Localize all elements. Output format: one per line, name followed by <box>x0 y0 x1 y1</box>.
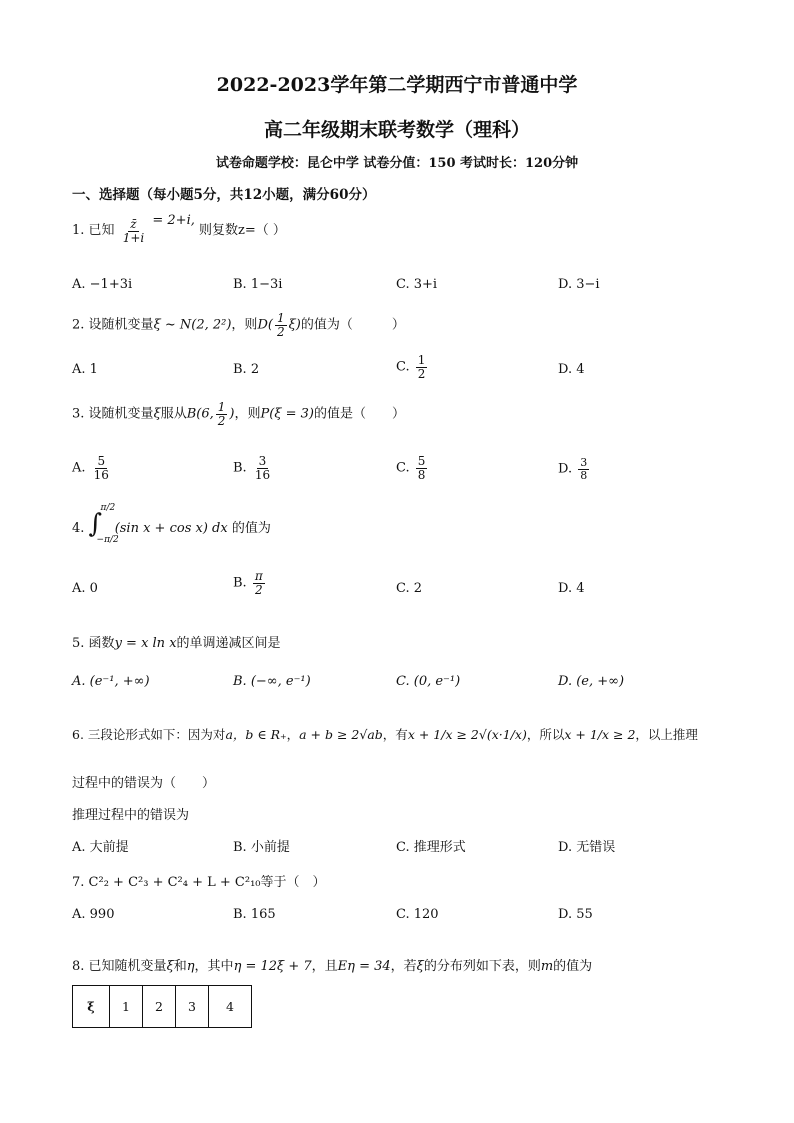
question-text: 已知 <box>88 223 115 238</box>
integral-lower-limit: −π/2 <box>96 535 119 545</box>
question-number: 5. <box>72 636 85 651</box>
q3-option-b: B. $\frac{3}{16}$ <box>233 454 271 482</box>
exam-info: 试卷命题学校：昆仑中学 试卷分值：150 考试时长：120分钟 <box>215 156 579 171</box>
q7-option-b: B. 165 <box>233 907 276 922</box>
q5-option-c: C. (0, e⁻¹) <box>396 674 461 689</box>
table-cell: ξ <box>73 986 110 1028</box>
q1-option-a: A. −1+3i <box>72 277 133 292</box>
q2-option-c: C. $\frac{1}{2}$ <box>396 353 426 381</box>
q5-option-d: D. (e, +∞) <box>558 674 625 689</box>
q6-option-b: B. 小前提 <box>233 840 290 855</box>
formula-distribution: ξ ~ N(2, 2²) <box>153 317 232 333</box>
q2-option-a: A. 1 <box>72 362 98 377</box>
q4-option-c: C. 2 <box>396 581 423 596</box>
question-text: 则复数z=（ ） <box>199 223 286 238</box>
integrand: (sin x + cos x) dx <box>114 521 228 536</box>
formula-function: y = x ln x <box>114 636 177 651</box>
q1-option-b: B. 1−3i <box>233 277 283 292</box>
question-number: 3. <box>72 406 85 422</box>
integral-upper-limit: π/2 <box>100 503 116 513</box>
question-6-line3: 推理过程中的错误为 <box>72 808 190 823</box>
q3-option-d: D. $\frac{3}{8}$ <box>558 456 588 482</box>
table-row <box>73 986 252 1028</box>
question-number: 1. <box>72 223 85 238</box>
section-heading: 一、选择题（每小题5分，共12小题，满分60分） <box>72 187 376 203</box>
q4-option-d: D. 4 <box>558 581 585 596</box>
table-cell: 2 <box>143 986 176 1028</box>
q6-option-c: C. 推理形式 <box>396 840 466 855</box>
question-number: 8. <box>72 959 85 974</box>
question-2: 2. 设随机变量ξ ~ N(2, 2²)，则D( $\frac{1}{2}$ ξ)的值为（ ） <box>72 311 405 339</box>
integral-sign: ∫ π/2 −π/2 <box>88 503 119 545</box>
question-7: 7. C²₂ + C²₃ + C²₄ + L + C²₁₀等于（ ） <box>72 875 326 890</box>
option-fraction: $\frac{1}{2}$ <box>417 353 426 381</box>
q4-option-a: A. 0 <box>72 581 98 596</box>
question-1 <box>72 213 286 245</box>
q7-option-d: D. 55 <box>558 907 593 922</box>
table-cell: 3 <box>176 986 209 1028</box>
formula-combination-sum: C²₂ + C²₃ + C²₄ + L + C²₁₀ <box>88 875 261 890</box>
formula-fraction: $\frac{z̄}{1+i}$ <box>122 217 145 245</box>
question-4: 4. ∫ π/2 −π/2 (sin x + cos x) dx 的值为 <box>72 503 271 545</box>
q7-option-a: A. 990 <box>72 907 115 922</box>
question-3: 3. 设随机变量ξ服从B(6, $\frac{1}{2}$ )，则P(ξ = 3)的值是（ ） <box>72 400 406 428</box>
question-number: 2. <box>72 317 85 333</box>
q6-option-a: A. 大前提 <box>72 840 129 855</box>
q1-option-d: D. 3−i <box>558 277 600 292</box>
formula-fraction: $\frac{1}{2}$ <box>217 400 226 428</box>
formula-binomial: B(6, <box>186 406 214 422</box>
question-8: 8. 已知随机变量ξ和η，其中η = 12ξ + 7，且Eη = 34，若ξ的分布列如下表，则m的值为 <box>72 959 593 974</box>
exam-title-line2: 高二年级期末联考数学（理科） <box>263 119 530 141</box>
question-6: 6. 三段论形式如下：因为对a，b ∈ R₊，a + b ≥ 2√ab，有x + 1/x ≥ 2√(x·1/x)，所以x + 1/x ≥ 2，以上推理 <box>72 727 698 742</box>
table-cell: 4 <box>209 986 252 1028</box>
q6-option-d: D. 无错误 <box>558 840 616 855</box>
q7-option-c: C. 120 <box>396 907 439 922</box>
formula-rhs: = 2+i, <box>152 213 195 228</box>
q2-option-b: B. 2 <box>233 362 260 377</box>
q4-option-b: B. $\frac{\pi}{2}$ <box>233 569 263 597</box>
q2-option-d: D. 4 <box>558 362 585 377</box>
question-5: 5. 函数y = x ln x的单调递减区间是 <box>72 636 281 651</box>
q1-option-c: C. 3+i <box>396 277 438 292</box>
exam-title-line1: 2022-2023学年第二学期西宁市普通中学 <box>216 74 578 96</box>
question-number: 4. <box>72 521 85 536</box>
question-number: 7. <box>72 875 85 890</box>
q5-option-b: B. (−∞, e⁻¹) <box>233 674 311 689</box>
formula-fraction: $\frac{1}{2}$ <box>276 311 285 339</box>
distribution-table <box>72 985 252 1028</box>
q5-option-a: A. (e⁻¹, +∞) <box>72 674 150 689</box>
q3-option-c: C. $\frac{5}{8}$ <box>396 454 426 482</box>
question-6-line2: 过程中的错误为（ ） <box>72 776 216 791</box>
question-number: 6. <box>72 727 84 742</box>
q3-option-a: A. $\frac{5}{16}$ <box>72 454 109 482</box>
table-cell: 1 <box>110 986 143 1028</box>
